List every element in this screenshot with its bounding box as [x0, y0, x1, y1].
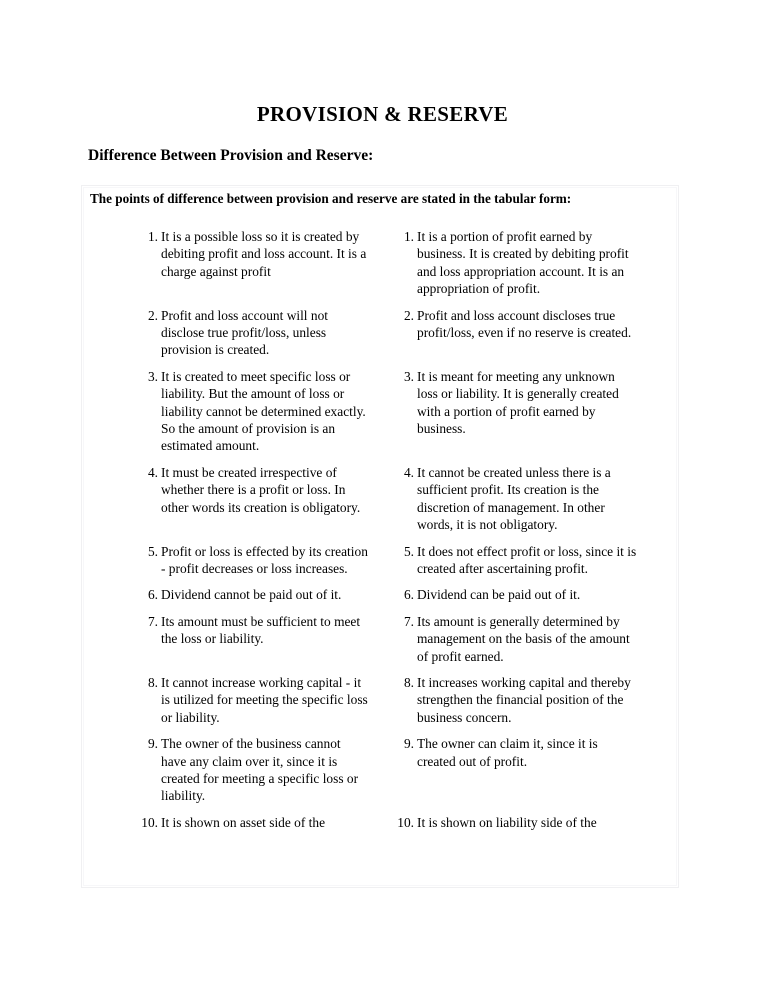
list-item	[393, 368, 679, 438]
provision-reserve-comparison-table	[82, 228, 679, 840]
comparison-content-box	[81, 185, 679, 888]
list-item	[393, 674, 679, 726]
comparison-cell-provision	[82, 228, 381, 307]
comparison-cell-reserve	[381, 674, 679, 735]
table-row	[82, 307, 679, 368]
table-row	[82, 464, 679, 543]
comparison-cell-reserve	[381, 586, 679, 612]
list-item-text: Its amount must be sufficient to meet the loss or liability.	[161, 613, 361, 647]
comparison-cell-reserve	[381, 814, 679, 840]
list-item-number: 3.	[403, 368, 414, 384]
list-item-text: Dividend can be paid out of it.	[417, 587, 581, 603]
list-item-text: Dividend cannot be paid out of it.	[161, 587, 342, 603]
table-row	[82, 368, 679, 464]
list-item-text: Profit and loss account discloses true profit/loss, even if no reserve is created.	[417, 307, 632, 341]
comparison-cell-reserve	[381, 228, 679, 307]
list-item-text: It must be created irrespective of whether there is a profit or loss. In other words its creation is obligatory.	[161, 464, 361, 515]
list-item	[393, 543, 679, 578]
list-item-text: It is shown on liability side of the	[417, 814, 597, 830]
list-item	[393, 735, 679, 770]
comparison-cell-reserve	[381, 368, 679, 464]
table-row	[82, 228, 679, 307]
list-item-text: The owner of the business cannot have any claim over it, since it is created for meeting a specific loss or liability.	[161, 736, 359, 804]
list-item-number: 6.	[147, 587, 158, 603]
list-item-number: 4.	[403, 464, 414, 480]
list-item-number: 10.	[397, 814, 414, 830]
list-item	[137, 464, 381, 516]
comparison-cell-reserve	[381, 307, 679, 368]
list-item-number: 10.	[141, 814, 158, 830]
list-item-text: It increases working capital and thereby strengthen the financial position of the business concern.	[417, 674, 631, 725]
list-item	[137, 613, 381, 648]
list-item-number: 1.	[403, 229, 414, 244]
list-item-number: 1.	[147, 229, 158, 244]
comparison-cell-reserve	[381, 543, 679, 587]
table-row	[82, 613, 679, 674]
list-item-text: It cannot increase working capital - it is utilized for meeting the specific loss or liability.	[161, 674, 368, 725]
list-item-number: 9.	[147, 736, 158, 752]
list-item-text: The owner can claim it, since it is created out of profit.	[417, 736, 598, 769]
list-item-text: It is meant for meeting any unknown loss or liability. It is generally created with a portion of profit earned by business.	[417, 368, 619, 437]
comparison-cell-provision	[82, 464, 381, 543]
list-item	[137, 368, 381, 455]
list-item	[393, 228, 679, 298]
comparison-cell-reserve	[381, 613, 679, 674]
list-item-number: 7.	[147, 613, 158, 629]
list-item-text: It is shown on asset side of the	[161, 814, 326, 830]
list-item-number: 5.	[403, 543, 414, 559]
list-item	[393, 814, 679, 831]
list-item	[137, 814, 381, 831]
list-item-text: It cannot be created unless there is a sufficient profit. Its creation is the discretion of management. In other words, it is not obligatory.	[417, 464, 611, 533]
list-item-text: Profit and loss account will not disclose true profit/loss, unless provision is created.	[161, 307, 328, 358]
comparison-cell-provision	[82, 586, 381, 612]
list-item-number: 2.	[403, 307, 414, 323]
list-item-number: 4.	[147, 464, 158, 480]
comparison-cell-provision	[82, 735, 381, 814]
list-item-number: 7.	[403, 613, 414, 629]
comparison-cell-provision	[82, 368, 381, 464]
section-subtitle: Difference Between Provision and Reserve:	[88, 146, 374, 164]
list-item-number: 3.	[147, 368, 158, 384]
list-item-number: 8.	[403, 674, 414, 690]
comparison-cell-provision	[82, 543, 381, 587]
comparison-cell-reserve	[381, 735, 679, 814]
list-item	[393, 586, 679, 603]
list-item-text: It is created to meet specific loss or liability. But the amount of loss or liability cannot be determined exactly. So the amount of provision is an estimated amount.	[161, 368, 366, 454]
list-item	[137, 735, 381, 805]
list-item-text: Its amount is generally determined by management on the basis of the amount of profit earned.	[417, 613, 630, 664]
list-item-text: Profit or loss is effected by its creation - profit decreases or loss increases.	[161, 543, 368, 576]
comparison-cell-provision	[82, 307, 381, 368]
table-row	[82, 735, 679, 814]
list-item	[137, 586, 381, 603]
list-item-number: 5.	[147, 543, 158, 559]
comparison-table-body	[82, 228, 679, 840]
list-item	[137, 674, 381, 726]
table-row	[82, 814, 679, 840]
list-item	[393, 613, 679, 665]
list-item	[137, 228, 381, 280]
table-row	[82, 543, 679, 587]
list-item	[137, 307, 381, 359]
comparison-cell-provision	[82, 613, 381, 674]
list-item-number: 2.	[147, 307, 158, 323]
comparison-cell-reserve	[381, 464, 679, 543]
list-item-text: It is a possible loss so it is created by debiting profit and loss account. It is a charge against profit	[161, 229, 367, 279]
list-item-text: It is a portion of profit earned by business. It is created by debiting profit and loss appropriation account. It is an appropriation of profit.	[417, 229, 629, 297]
table-row	[82, 674, 679, 735]
comparison-cell-provision	[82, 814, 381, 840]
table-row	[82, 586, 679, 612]
page-title: PROVISION & RESERVE	[256, 102, 509, 127]
list-item	[393, 307, 679, 342]
list-item	[393, 464, 679, 534]
list-item-number: 9.	[403, 736, 414, 752]
list-item-text: It does not effect profit or loss, since it is created after ascertaining profit.	[417, 543, 637, 576]
comparison-cell-provision	[82, 674, 381, 735]
table-intro-heading: The points of difference between provision and reserve are stated in the tabular form:	[90, 191, 572, 206]
list-item-number: 8.	[147, 674, 158, 690]
list-item-number: 6.	[403, 587, 414, 603]
list-item	[137, 543, 381, 578]
